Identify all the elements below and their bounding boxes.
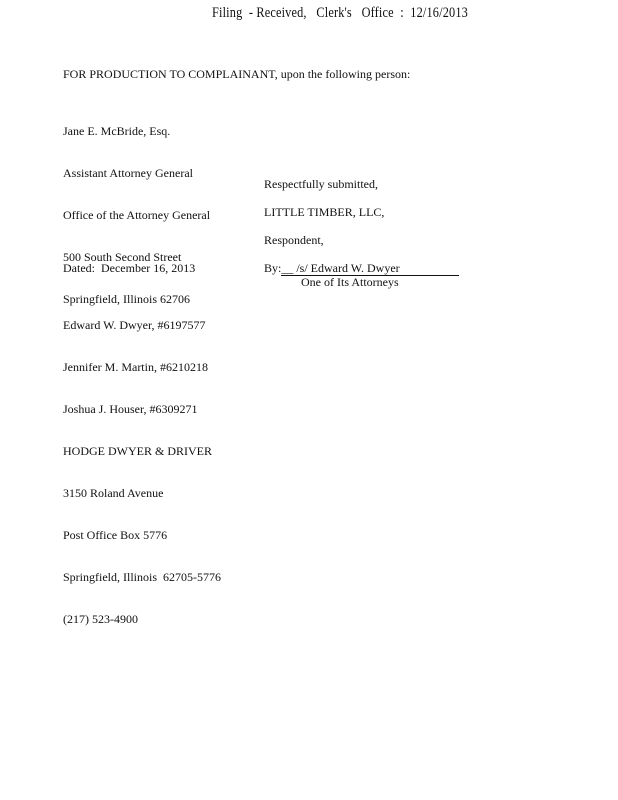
recipient-street: 500 South Second Street [63, 250, 182, 264]
counsel-city: Springfield, Illinois 62705-5776 [63, 570, 221, 584]
signature-line [264, 261, 459, 276]
recipient-city: Springfield, Illinois 62706 [63, 292, 190, 306]
counsel-attorney-1: Edward W. Dwyer, #6197577 [63, 318, 206, 332]
party-name: LITTLE TIMBER, LLC, [264, 205, 385, 219]
production-statement: FOR PRODUCTION TO COMPLAINANT, upon the following person: [63, 67, 411, 81]
filing-stamp: Filing - Received, Clerk's Office : 12/16/2013 [212, 5, 468, 21]
counsel-firm: HODGE DWYER & DRIVER [63, 444, 212, 458]
recipient-title: Assistant Attorney General [63, 166, 193, 180]
recipient-address-block [63, 96, 210, 320]
counsel-attorney-2: Jennifer M. Martin, #6210218 [63, 360, 208, 374]
signature-by-label: By: [264, 261, 282, 275]
signature-title: One of Its Attorneys [301, 275, 399, 289]
recipient-office: Office of the Attorney General [63, 208, 211, 222]
respectfully-submitted: Respectfully submitted, [264, 177, 378, 191]
party-role: Respondent, [264, 233, 324, 247]
counsel-attorney-3: Joshua J. Houser, #6309271 [63, 402, 198, 416]
counsel-po-box: Post Office Box 5776 [63, 528, 168, 542]
counsel-street: 3150 Roland Avenue [63, 486, 164, 500]
recipient-name: Jane E. McBride, Esq. [63, 124, 171, 138]
counsel-block [63, 290, 221, 640]
dated-line: Dated: December 16, 2013 [63, 261, 196, 275]
counsel-phone: (217) 523-4900 [63, 612, 138, 626]
signature-value: __ /s/ Edward W. Dwyer [281, 262, 459, 276]
